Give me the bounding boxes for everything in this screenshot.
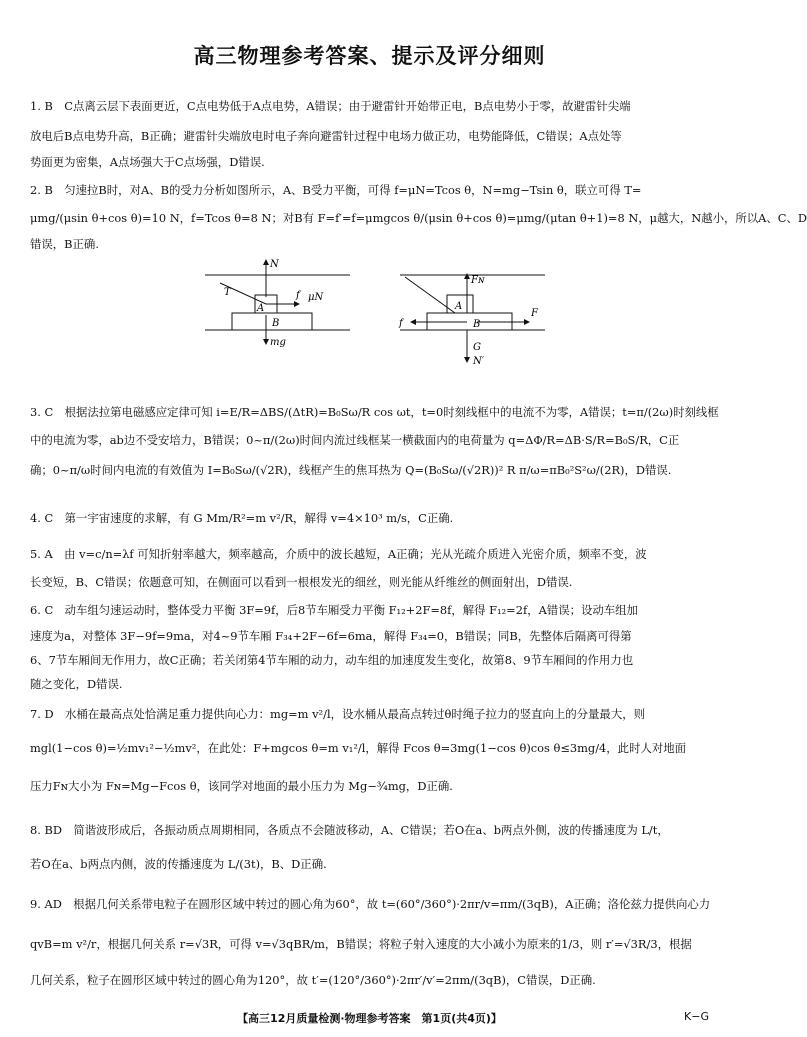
answer-8-line-1: 8. BD 简谐波形成后，各振动质点周期相同，各质点不会随波移动，A、C错误；若O在a、b两点外侧，波的传播速度为 L/t，: [30, 823, 669, 837]
label-t: T: [224, 287, 231, 298]
label-a: A: [257, 303, 265, 314]
answer-6-line-1: 6. C 动车组匀速运动时，整体受力平衡 3F=9f，后8节车厢受力平衡 F₁₂+2F=8f，解得 F₁₂=2f，A错误；设动车组加: [30, 603, 638, 617]
answer-1-line-1: 1. B C点离云层下表面更近，C点电势低于A点电势，A错误；由于避雷针开始带正电，B点电势小于零，故避雷针尖端: [30, 99, 631, 113]
page-footer: 【高三12月质量检测·物理参考答案 第1页(共4页)】: [237, 1012, 502, 1025]
answer-3-line-3: 确；0~π/ω时间内电流的有效值为 I=B₀Sω/(√2R)，线框产生的焦耳热为 Q=(B₀Sω/(√2R))² R π/ω=πB₀²S²ω/(2R)，D错误.: [30, 463, 672, 477]
label-b: B: [272, 318, 280, 329]
answer-6-line-4: 随之变化，D错误.: [30, 677, 123, 691]
label-F: F: [531, 308, 538, 319]
force-diagram-left: [200, 255, 360, 354]
page-code: K−G: [684, 1010, 709, 1023]
answer-4-line-1: 4. C 第一宇宙速度的求解，有 G Mm/R²=m v²/R，解得 v=4×10³ m/s，C正确.: [30, 511, 454, 525]
label-g: G: [473, 342, 481, 353]
answer-3-line-1: 3. C 根据法拉第电磁感应定律可知 i=E/R=ΔBS/(ΔtR)=B₀Sω/R cos ωt，t=0时刻线框中的电流不为零，A错误；t=π/(2ω)时刻线框: [30, 405, 719, 419]
answer-7-line-3: 压力Fɴ大小为 Fɴ=Mg−Fcos θ，该同学对地面的最小压力为 Mg−¾mg，D正确.: [30, 779, 453, 793]
label-f2: f: [399, 318, 403, 329]
label-mg: mg: [270, 337, 286, 348]
answer-9-line-1: 9. AD 根据几何关系带电粒子在圆形区域中转过的圆心角为60°，故 t=(60°/360°)·2πr/v=πm/(3qB)，A正确；洛伦兹力提供向心力: [30, 897, 711, 911]
answer-1-line-3: 势面更为密集，A点场强大于C点场强，D错误.: [30, 155, 265, 169]
label-fn: Fɴ: [471, 275, 485, 286]
force-diagram-right: [395, 255, 555, 371]
answer-9-line-2: qvB=m v²/r，根据几何关系 r=√3R，可得 v=√3qBR/m，B错误；将粒子射入速度的大小减小为原来的1/3，则 r′=√3R/3，根据: [30, 937, 692, 951]
answer-1-line-2: 放电后B点电势升高，B正确；避雷针尖端放电时电子奔向避雷针过程中电场力做正功，电势能降低，C错误；A点处等: [30, 129, 622, 143]
answer-5-line-2: 长变短，B、C错误；依题意可知，在侧面可以看到一根根发光的细丝，则光能从纤维丝的侧面射出，D错误.: [30, 575, 573, 589]
label-b2: B: [473, 319, 481, 330]
answer-8-line-2: 若O在a、b两点内侧，波的传播速度为 L/(3t)，B、D正确.: [30, 857, 327, 871]
answer-2-line-3: 错误，B正确.: [30, 237, 99, 251]
label-mun: μN: [308, 292, 324, 303]
page-title: 高三物理参考答案、提示及评分细则: [193, 44, 546, 68]
label-n: N: [270, 259, 279, 270]
label-a2: A: [455, 301, 463, 312]
answer-7-line-1: 7. D 水桶在最高点处恰满足重力提供向心力：mg=m v²/l，设水桶从最高点转过θ时绳子拉力的竖直向上的分量最大，则: [30, 707, 645, 721]
answer-6-line-2: 速度为a，对整体 3F−9f=9ma，对4~9节车厢 F₃₄+2F−6f=6ma，解得 F₃₄=0，B错误；同B，先整体后隔离可得第: [30, 629, 632, 643]
answer-3-line-2: 中的电流为零，ab边不受安培力，B错误；0~π/(2ω)时间内流过线框某一横截面内的电荷量为 q=ΔΦ/R=ΔB·S/R=B₀S/R，C正: [30, 433, 680, 447]
answer-2-line-2: μmg/(μsin θ+cos θ)=10 N，f=Tcos θ=8 N；对B有 F=f′=f=μmgcos θ/(μsin θ+cos θ)=μmg/(μtan θ+1)=8 N，μ越大，N越小，所以A、C、D: [30, 211, 807, 225]
answer-9-line-3: 几何关系，粒子在圆形区域中转过的圆心角为120°，故 t′=(120°/360°)·2πr′/v′=2πm/(3qB)，C错误，D正确.: [30, 973, 596, 987]
answer-7-line-2: mgl(1−cos θ)=½mv₁²−½mv²，在此处：F+mgcos θ=m v₁²/l，解得 Fcos θ=3mg(1−cos θ)cos θ≤3mg/4，此时人对地面: [30, 741, 687, 755]
answer-6-line-3: 6、7节车厢间无作用力，故C正确；若关闭第4节车厢的动力，动车组的加速度发生变化，故第8、9节车厢间的作用力也: [30, 653, 634, 667]
label-f: f: [296, 290, 300, 301]
answer-2-line-1: 2. B 匀速拉B时，对A、B的受力分析如图所示，A、B受力平衡，可得 f=μN=Tcos θ，N=mg−Tsin θ，联立可得 T=: [30, 183, 642, 197]
answer-5-line-1: 5. A 由 v=c/n=λf 可知折射率越大，频率越高，介质中的波长越短，A正确；光从光疏介质进入光密介质，频率不变，波: [30, 547, 647, 561]
label-np: N′: [473, 356, 485, 367]
